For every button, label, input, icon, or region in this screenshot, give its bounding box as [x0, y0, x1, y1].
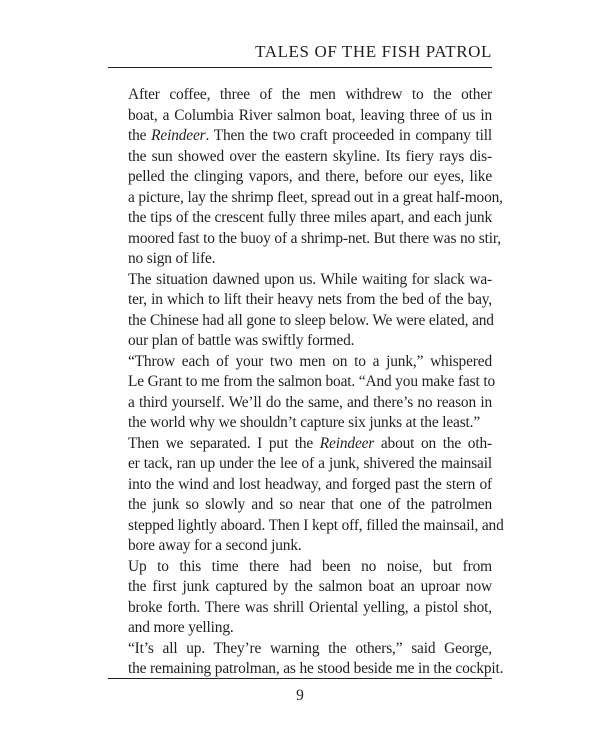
- text-line: the remaining patrolman, as he stood beside me in the cockpit.: [128, 660, 504, 677]
- body-text: [108, 85, 504, 680]
- text-line: pelled the clinging vapors, and there, before our eyes, like: [128, 168, 492, 185]
- running-head: TALES OF THE FISH PATROL: [255, 42, 492, 61]
- text-line: the Chinese had all gone to sleep below. We were elated, and: [128, 311, 494, 329]
- text-line: a picture, lay the shrimp fleet, spread out in a great half-moon,: [128, 188, 503, 206]
- text-line: into the wind and lost headway, and forged past the stern of: [128, 475, 492, 493]
- paragraph: [108, 270, 492, 352]
- text-line: Up to this time there had been no noise, but from: [128, 557, 492, 575]
- text-line: ter, in which to lift their heavy nets from the bed of the bay,: [128, 291, 492, 308]
- text-line: er tack, ran up under the lee of a junk, shivered the mainsail: [128, 455, 492, 472]
- text-line: moored fast to the buoy of a shrimp-net. But there was no stir,: [128, 229, 501, 247]
- text-line: After coffee, three of the men withdrew to the other: [128, 86, 492, 103]
- page-number: 9: [296, 687, 304, 704]
- text-line: and more yelling.: [128, 619, 234, 636]
- text-line: Then we separated. I put the Reindeer about on the oth-: [128, 434, 492, 452]
- text-line: our plan of battle was swiftly formed.: [128, 332, 355, 349]
- paragraph: [108, 557, 492, 639]
- text-line: no sign of life.: [128, 250, 216, 267]
- text-line: the world why we shouldn’t capture six junks at the least.”: [128, 414, 481, 431]
- text-line: the sun showed over the eastern skyline. Its fiery rays dis-: [128, 147, 492, 165]
- footer-rule: [108, 678, 492, 679]
- paragraph: [108, 434, 504, 557]
- text-line: the first junk captured by the salmon boat an uproar now: [128, 578, 492, 595]
- text-line: “Throw each of your two men on to a junk,” whispered: [128, 352, 492, 370]
- text-line: a third yourself. We’ll do the same, and there’s no reason in: [128, 393, 492, 411]
- paragraph: [108, 85, 503, 270]
- text-line: the Reindeer. Then the two craft proceeded in company till: [128, 127, 492, 144]
- text-line: The situation dawned upon us. While waiting for slack wa-: [128, 270, 492, 288]
- text-line: the tips of the crescent fully three miles apart, and each junk: [128, 209, 492, 226]
- paragraph: [108, 639, 504, 680]
- text-line: bore away for a second junk.: [128, 537, 302, 554]
- text-line: “It’s all up. They’re warning the others,” said George,: [128, 639, 492, 657]
- text-line: broke forth. There was shrill Oriental yelling, a pistol shot,: [128, 598, 492, 616]
- text-line: the junk so slowly and so near that one of the patrolmen: [128, 496, 492, 513]
- text-line: Le Grant to me from the salmon boat. “And you make fast to: [128, 373, 495, 390]
- paragraph: [108, 352, 495, 434]
- header-rule: [108, 67, 492, 68]
- text-line: boat, a Columbia River salmon boat, leaving three of us in: [128, 106, 492, 124]
- text-line: stepped lightly aboard. Then I kept off, filled the mainsail, and: [128, 516, 504, 534]
